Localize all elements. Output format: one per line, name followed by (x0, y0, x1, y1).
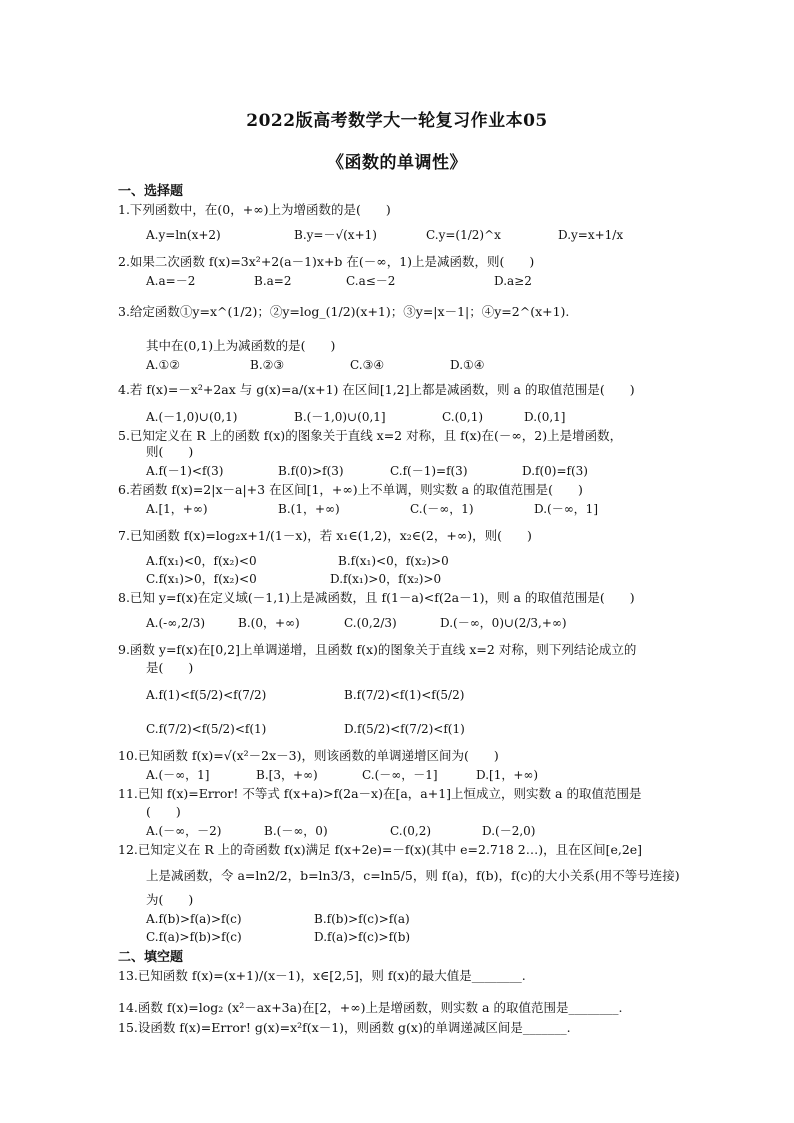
option-a: A.a=－2 (146, 274, 196, 288)
question-4-options (146, 408, 565, 426)
option-b: B.②③ (250, 358, 285, 372)
question-12: 12.已知定义在 R 上的奇函数 f(x)满足 f(x+2e)=－f(x)(其中 e=2.718 2…)，且在区间[e,2e] (118, 842, 643, 857)
option-d: D.(－2,0) (482, 824, 536, 838)
question-15: 15.设函数 f(x)=Error! g(x)=x²f(x－1)，则函数 g(x)的单调递减区间是_______. (118, 1020, 571, 1035)
option-b: B.f(x₁)<0，f(x₂)>0 (338, 554, 449, 568)
question-5: 5.已知定义在 R 上的函数 f(x)的图象关于直线 x=2 对称，且 f(x)在(－∞，2)上是增函数， (118, 428, 623, 443)
option-c: C.f(a)>f(b)>f(c) (146, 930, 242, 944)
question-10-options (146, 766, 538, 784)
question-12-options-row2 (146, 928, 410, 946)
question-9-options-row2 (146, 720, 465, 738)
question-3: 3.给定函数①y=x^(1/2)；②y=log_(1/2)(x+1)；③y=|x－1|；④y=2^(x+1). (118, 304, 570, 319)
option-b: B.(0，+∞) (238, 616, 300, 630)
question-5-options (146, 462, 588, 480)
option-a: A.y=ln(x+2) (146, 228, 221, 242)
option-c: C.(0,2) (390, 824, 432, 838)
option-a: A.f(－1)<f(3) (146, 464, 224, 478)
option-c: C.y=(1/2)^x (426, 228, 501, 242)
option-a: A.①② (146, 358, 180, 372)
question-9: 9.函数 y=f(x)在[0,2]上单调递增，且函数 f(x)的图象关于直线 x=2 对称，则下列结论成立的 (118, 642, 637, 657)
option-d: D.[1，+∞) (476, 768, 539, 782)
question-1-options (146, 226, 623, 244)
option-d: D.y=x+1/x (558, 228, 624, 242)
option-c: C.(0,1) (442, 410, 484, 424)
option-c: C.(－∞，－1] (362, 768, 438, 782)
option-c: C.a≤－2 (346, 274, 396, 288)
question-6-options (146, 500, 598, 518)
option-d: D.(0,1] (524, 410, 566, 424)
question-12-cont2: 为( ) (146, 892, 194, 907)
question-1: 1.下列函数中，在(0，+∞)上为增函数的是( ) (118, 202, 391, 217)
option-d: D.(－∞，0)∪(2/3,+∞) (440, 616, 567, 630)
option-b: B.f(7/2)<f(1)<f(5/2) (344, 688, 465, 702)
question-7: 7.已知函数 f(x)=log₂x+1/(1－x)，若 x₁∈(1,2)，x₂∈(2，+∞)，则( ) (118, 528, 532, 543)
question-3-options (146, 356, 485, 374)
document-title: 2022版高考数学大一轮复习作业本05 (246, 111, 548, 131)
option-c: C.(0,2/3) (344, 616, 397, 630)
question-7-options-row2 (146, 570, 441, 588)
option-b: B.f(0)>f(3) (278, 464, 344, 478)
question-10: 10.已知函数 f(x)=√(x²－2x－3)，则该函数的单调递增区间为( ) (118, 748, 499, 763)
option-d: D.f(5/2)<f(7/2)<f(1) (344, 722, 465, 736)
question-6: 6.若函数 f(x)=2|x－a|+3 在区间[1，+∞)上不单调，则实数 a 的取值范围是( ) (118, 482, 583, 497)
question-11: 11.已知 f(x)=Error! 不等式 f(x+a)>f(2a－x)在[a，a+1]上恒成立，则实数 a 的取值范围是 (118, 786, 642, 801)
question-9-cont: 是( ) (146, 660, 194, 675)
option-b: B.f(b)>f(c)>f(a) (314, 912, 410, 926)
section-heading-choice: 一、选择题 (118, 184, 184, 199)
question-3-cont: 其中在(0,1)上为减函数的是( ) (146, 338, 336, 353)
option-a: A.(-∞,2/3) (146, 616, 206, 630)
question-8: 8.已知 y=f(x)在定义域(－1,1)上是减函数，且 f(1－a)<f(2a－1)，则 a 的取值范围是( ) (118, 590, 635, 605)
option-a: A.[1，+∞) (146, 502, 208, 516)
option-a: A.f(1)<f(5/2)<f(7/2) (146, 688, 267, 702)
question-14: 14.函数 f(x)=log₂ (x²－ax+3a)在[2，+∞)上是增函数，则实数 a 的取值范围是________. (118, 1000, 623, 1015)
option-d: D.①④ (450, 358, 485, 372)
option-d: D.a≥2 (494, 274, 532, 288)
option-b: B.[3，+∞) (256, 768, 318, 782)
option-a: A.f(b)>f(a)>f(c) (146, 912, 242, 926)
option-c: C.f(－1)=f(3) (390, 464, 468, 478)
option-c: C.(－∞，1) (410, 502, 474, 516)
option-c: C.③④ (350, 358, 385, 372)
option-c: C.f(7/2)<f(5/2)<f(1) (146, 722, 267, 736)
option-b: B.(－1,0)∪(0,1] (294, 410, 386, 424)
question-12-options-row1 (146, 910, 410, 928)
question-13: 13.已知函数 f(x)=(x+1)/(x－1)，x∈[2,5]，则 f(x)的最大值是________. (118, 968, 526, 983)
question-11-cont: ( ) (146, 804, 181, 819)
option-b: B.(1，+∞) (278, 502, 340, 516)
option-a: A.(－1,0)∪(0,1) (146, 410, 238, 424)
option-b: B.y=－√(x+1) (294, 228, 377, 242)
option-a: A.(－∞，1] (146, 768, 210, 782)
question-5-cont: 则( ) (146, 444, 194, 459)
document-subtitle: 《函数的单调性》 (327, 153, 467, 173)
question-8-options (146, 614, 567, 632)
question-12-cont: 上是减函数，令 a=ln2/2，b=ln3/3，c=ln5/5，则 f(a)，f(b)，f(c)的大小关系(用不等号连接) (146, 868, 680, 883)
option-a: A.(－∞，－2) (146, 824, 222, 838)
option-b: B.(－∞，0) (264, 824, 328, 838)
option-d: D.f(a)>f(c)>f(b) (314, 930, 411, 944)
question-7-options-row1 (146, 552, 449, 570)
option-c: C.f(x₁)>0，f(x₂)<0 (146, 572, 257, 586)
option-d: D.(－∞，1] (534, 502, 599, 516)
option-a: A.f(x₁)<0，f(x₂)<0 (146, 554, 257, 568)
question-11-options (146, 822, 535, 840)
section-heading-fill: 二、填空题 (118, 950, 184, 965)
option-b: B.a=2 (254, 274, 292, 288)
option-d: D.f(0)=f(3) (522, 464, 588, 478)
option-d: D.f(x₁)>0，f(x₂)>0 (330, 572, 442, 586)
question-4: 4.若 f(x)=－x²+2ax 与 g(x)=a/(x+1) 在区间[1,2]上都是减函数，则 a 的取值范围是( ) (118, 382, 635, 397)
question-2: 2.如果二次函数 f(x)=3x²+2(a－1)x+b 在(－∞，1)上是减函数，则( ) (118, 254, 535, 269)
question-9-options-row1 (146, 686, 464, 704)
question-2-options (146, 272, 532, 290)
